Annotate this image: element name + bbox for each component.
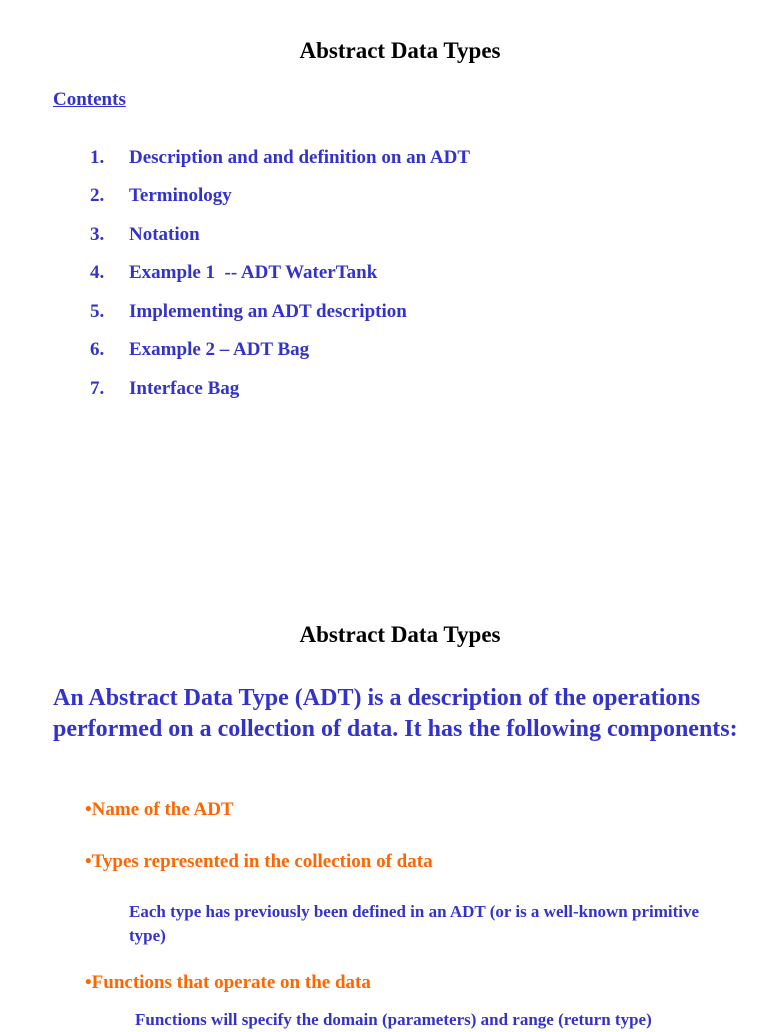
toc-item-label: Example 1 -- ADT WaterTank: [129, 262, 378, 283]
bullet-functions: •Functions that operate on the data: [85, 972, 371, 993]
toc-item-number: 4.: [90, 262, 105, 283]
toc-item-label: Description and and definition on an ADT: [129, 147, 471, 168]
toc-item-number: 1.: [90, 147, 105, 168]
intro-paragraph: An Abstract Data Type (ADT) is a description of the operations performed on a collection of data. It has the following components:: [53, 685, 738, 742]
contents-link[interactable]: Contents: [53, 89, 126, 110]
toc-item-number: 7.: [90, 378, 105, 399]
page-title: Abstract Data Types: [299, 38, 501, 63]
toc-item-label: Interface Bag: [129, 378, 240, 399]
sub-text-types: Each type has previously been defined in an ADT (or is a well-known primitive type): [129, 902, 700, 945]
toc-item-number: 3.: [90, 224, 105, 245]
toc-item-label: Notation: [129, 224, 200, 245]
toc-item-number: 2.: [90, 185, 105, 206]
sub-text-functions: Functions will specify the domain (parameters) and range (return type): [135, 1010, 652, 1029]
toc-item-number: 5.: [90, 301, 105, 322]
bullet-name-of-adt: •Name of the ADT: [85, 799, 234, 820]
toc-item-label: Example 2 – ADT Bag: [129, 339, 310, 360]
toc-item-label: Terminology: [129, 185, 232, 206]
toc-item-number: 6.: [90, 339, 105, 360]
toc-item-label: Implementing an ADT description: [129, 301, 407, 322]
bullet-types: •Types represented in the collection of data: [85, 851, 433, 872]
page-title: Abstract Data Types: [299, 622, 501, 647]
